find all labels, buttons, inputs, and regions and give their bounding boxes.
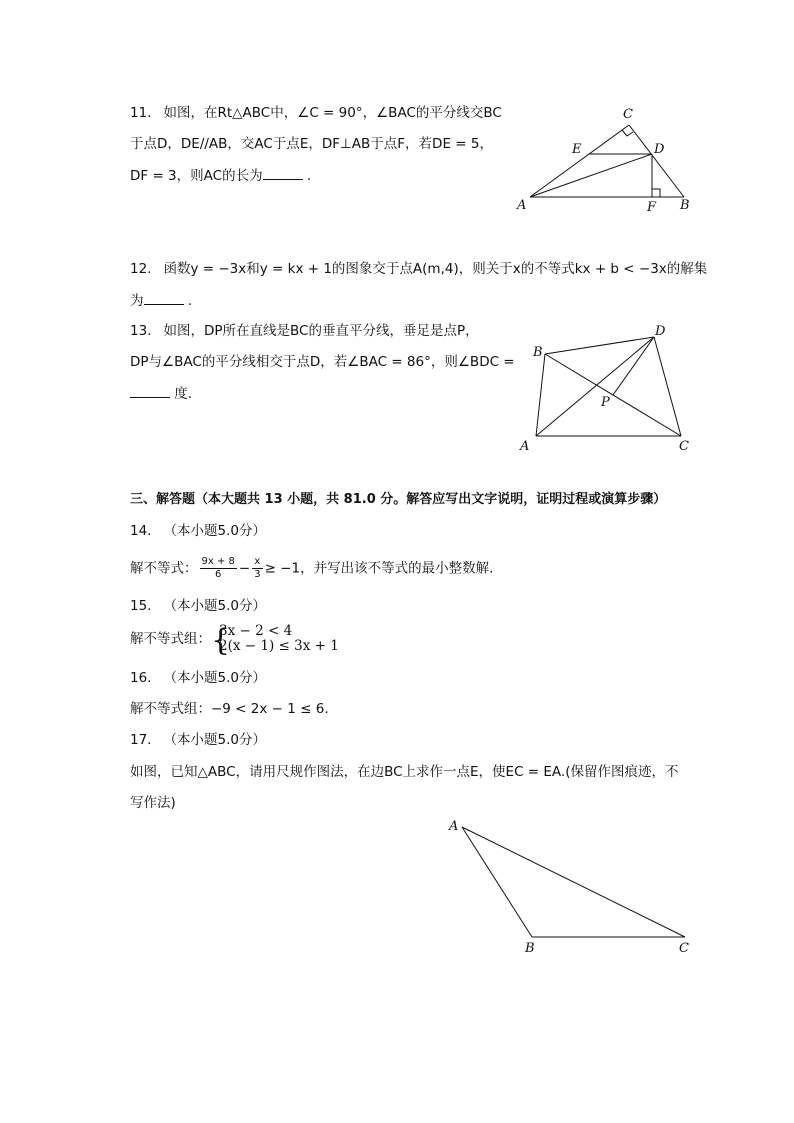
q17-score: （本小题5.0分） [163,732,266,748]
label-A: A [520,439,530,454]
section-heading: 三、解答题（本大题共 13 小题，共 81.0 分。解答应写出文字说明，证明过程或演算步骤） [130,492,667,507]
label-B: B [680,198,690,213]
q12-text-2-end: . [183,293,193,309]
q17-number: 17. [130,732,152,748]
answer-blank [144,290,184,305]
q13-figure [515,325,705,455]
q13-text-3: 度. [170,386,193,402]
q16-score: （本小题5.0分） [163,670,266,686]
fraction-1-denominator: 6 [215,569,222,580]
q14-number: 14. [130,523,152,539]
segment-BD [545,337,654,354]
q16-header [130,668,266,688]
q13-number: 13. [130,323,152,339]
inequality-system [211,623,339,658]
q16-body: 解不等式组：−9 < 2x − 1 ≤ 6. [130,701,329,717]
label-A: A [517,198,527,213]
q14-suffix: ≥ −1，并写出该不等式的最小整数解. [264,560,494,577]
answer-blank [130,383,170,398]
q11-text-1: 如图，在Rt△ABC中，∠C = 90°，∠BAC的平分线交BC [163,105,502,121]
label-D: D [654,142,665,157]
q11-number: 11. [130,105,152,121]
segment-AD [536,337,654,436]
q12-line2 [130,290,192,311]
segment-DC [654,337,681,436]
q17-line1: 如图，已知△ABC，请用尺规作图法，在边BC上求作一点E，使EC = EA.(保留作图痕迹，不 [130,764,679,780]
fraction-1 [200,556,237,581]
q16-number: 16. [130,670,152,686]
q15-header [130,596,266,616]
q12-number: 12. [130,261,152,277]
label-C: C [623,107,633,122]
q11-line1 [130,103,502,123]
brace-icon: { [211,623,231,658]
q17-header [130,730,266,750]
segment-AB [536,354,545,436]
q13-text-1: 如图，DP所在直线是BC的垂直平分线，垂足是点P， [163,323,479,339]
q14-prefix: 解不等式： [130,560,198,577]
label-B: B [533,345,543,360]
q12-text-2: 为 [130,293,144,309]
q11-line2: 于点D，DE//AB，交AC于点E，DF⊥AB于点F，若DE = 5， [130,136,493,152]
fraction-2-denominator: 3 [254,569,261,580]
q14-header [130,521,266,541]
fraction-2 [252,556,262,581]
label-E: E [572,142,582,157]
system-row-2: 2(x − 1) ≤ 3x + 1 [219,638,339,654]
q12-text-1: 函数y = −3x和y = kx + 1的图象交于点A(m,4)，则关于x的不等式kx + b < −3x的解集 [163,261,708,277]
label-C: C [679,941,689,956]
q12-line1 [130,259,707,279]
q11-figure [510,105,700,217]
answer-blank [263,165,303,180]
label-A: A [449,819,459,834]
fraction-2-numerator: x [252,556,262,569]
q17-figure [445,815,705,960]
q15-score: （本小题5.0分） [163,598,266,614]
q11-line3 [130,165,311,186]
q15-body [130,623,339,658]
q15-prefix: 解不等式组： [130,631,211,647]
segment-AB [462,827,532,937]
q13-line2: DP与∠BAC的平分线相交于点D，若∠BAC = 86°，则∠BDC = [130,354,515,370]
minus-sign: − [238,560,251,577]
label-D: D [655,324,666,339]
label-P: P [601,395,610,410]
segment-CB [629,125,684,197]
q13-line3 [130,383,192,404]
segment-AD [530,154,652,197]
q14-score: （本小题5.0分） [163,523,266,539]
system-row-1: 3x − 2 < 4 [219,623,293,639]
q15-number: 15. [130,598,152,614]
q11-text-3: DF = 3，则AC的长为 [130,168,263,184]
fraction-1-numerator: 9x + 8 [201,556,235,567]
q17-line2: 写作法) [130,795,176,811]
label-C: C [679,439,689,454]
right-angle-C [622,130,633,136]
right-angle-F [652,189,660,197]
q14-body [130,556,493,581]
label-B: B [525,941,535,956]
label-F: F [647,200,657,215]
q13-line1 [130,321,479,341]
segment-AC [462,827,685,937]
segment-AC [530,125,629,197]
q11-text-3-end: . [302,168,312,184]
